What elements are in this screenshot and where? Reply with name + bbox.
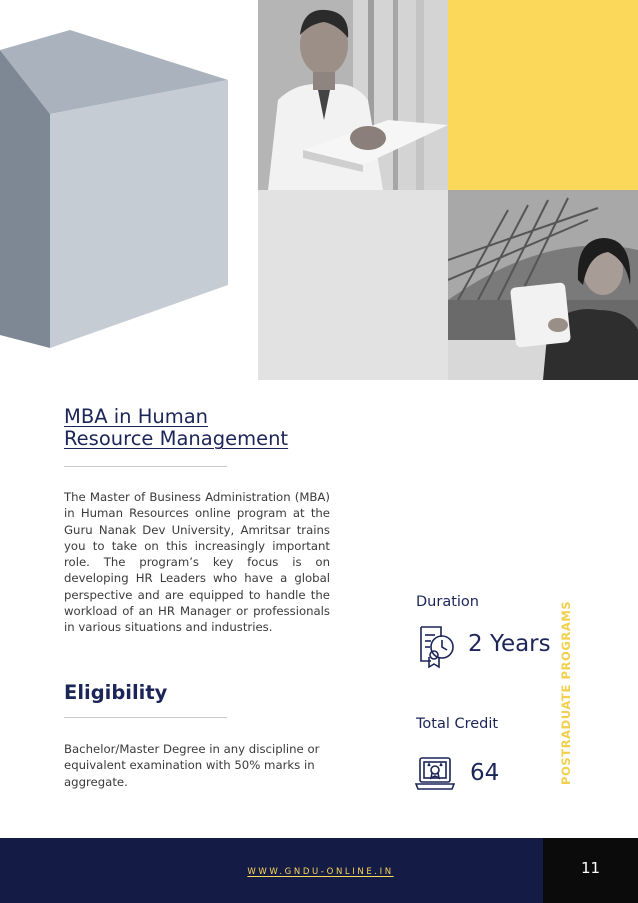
eligibility-divider	[64, 717, 227, 718]
program-title	[64, 406, 364, 450]
yellow-block	[448, 0, 638, 190]
duration-label: Duration	[416, 594, 479, 610]
program-title-line-1: MBA in Human	[64, 405, 209, 428]
credit-label: Total Credit	[416, 716, 499, 732]
eligibility-text: Bachelor/Master Degree in any discipline or equivalent examination with 50% marks in aggregate.	[64, 742, 320, 789]
page-number: 11	[580, 859, 601, 877]
duration-value: 2 Years	[468, 631, 551, 657]
certificate-clock-icon	[415, 625, 455, 669]
photo-man-with-book	[258, 0, 448, 190]
photo-woman-with-tablet	[448, 190, 638, 380]
laptop-certificate-icon	[415, 754, 455, 794]
program-title-line-2: Resource Management	[64, 427, 289, 450]
cube-graphic	[0, 30, 230, 350]
title-divider	[64, 466, 227, 467]
eligibility-heading: Eligibility	[64, 681, 168, 704]
program-description: The Master of Business Administration (MBA) in Human Resources online program at the Guru Nanak Dev University, Amritsar trains you to take on this increasingly important role. The program’s key focus is on developing HR Leaders who have a global perspective and are equipped to handle the workload of an HR Manager or professionals in various situations and industries.	[64, 490, 330, 635]
website-link[interactable]: WWW.GNDU-ONLINE.IN	[247, 867, 394, 877]
gray-block	[258, 190, 448, 380]
credit-value: 64	[470, 760, 500, 786]
side-caption: POSTRADUATE PROGRAMS	[559, 600, 573, 785]
